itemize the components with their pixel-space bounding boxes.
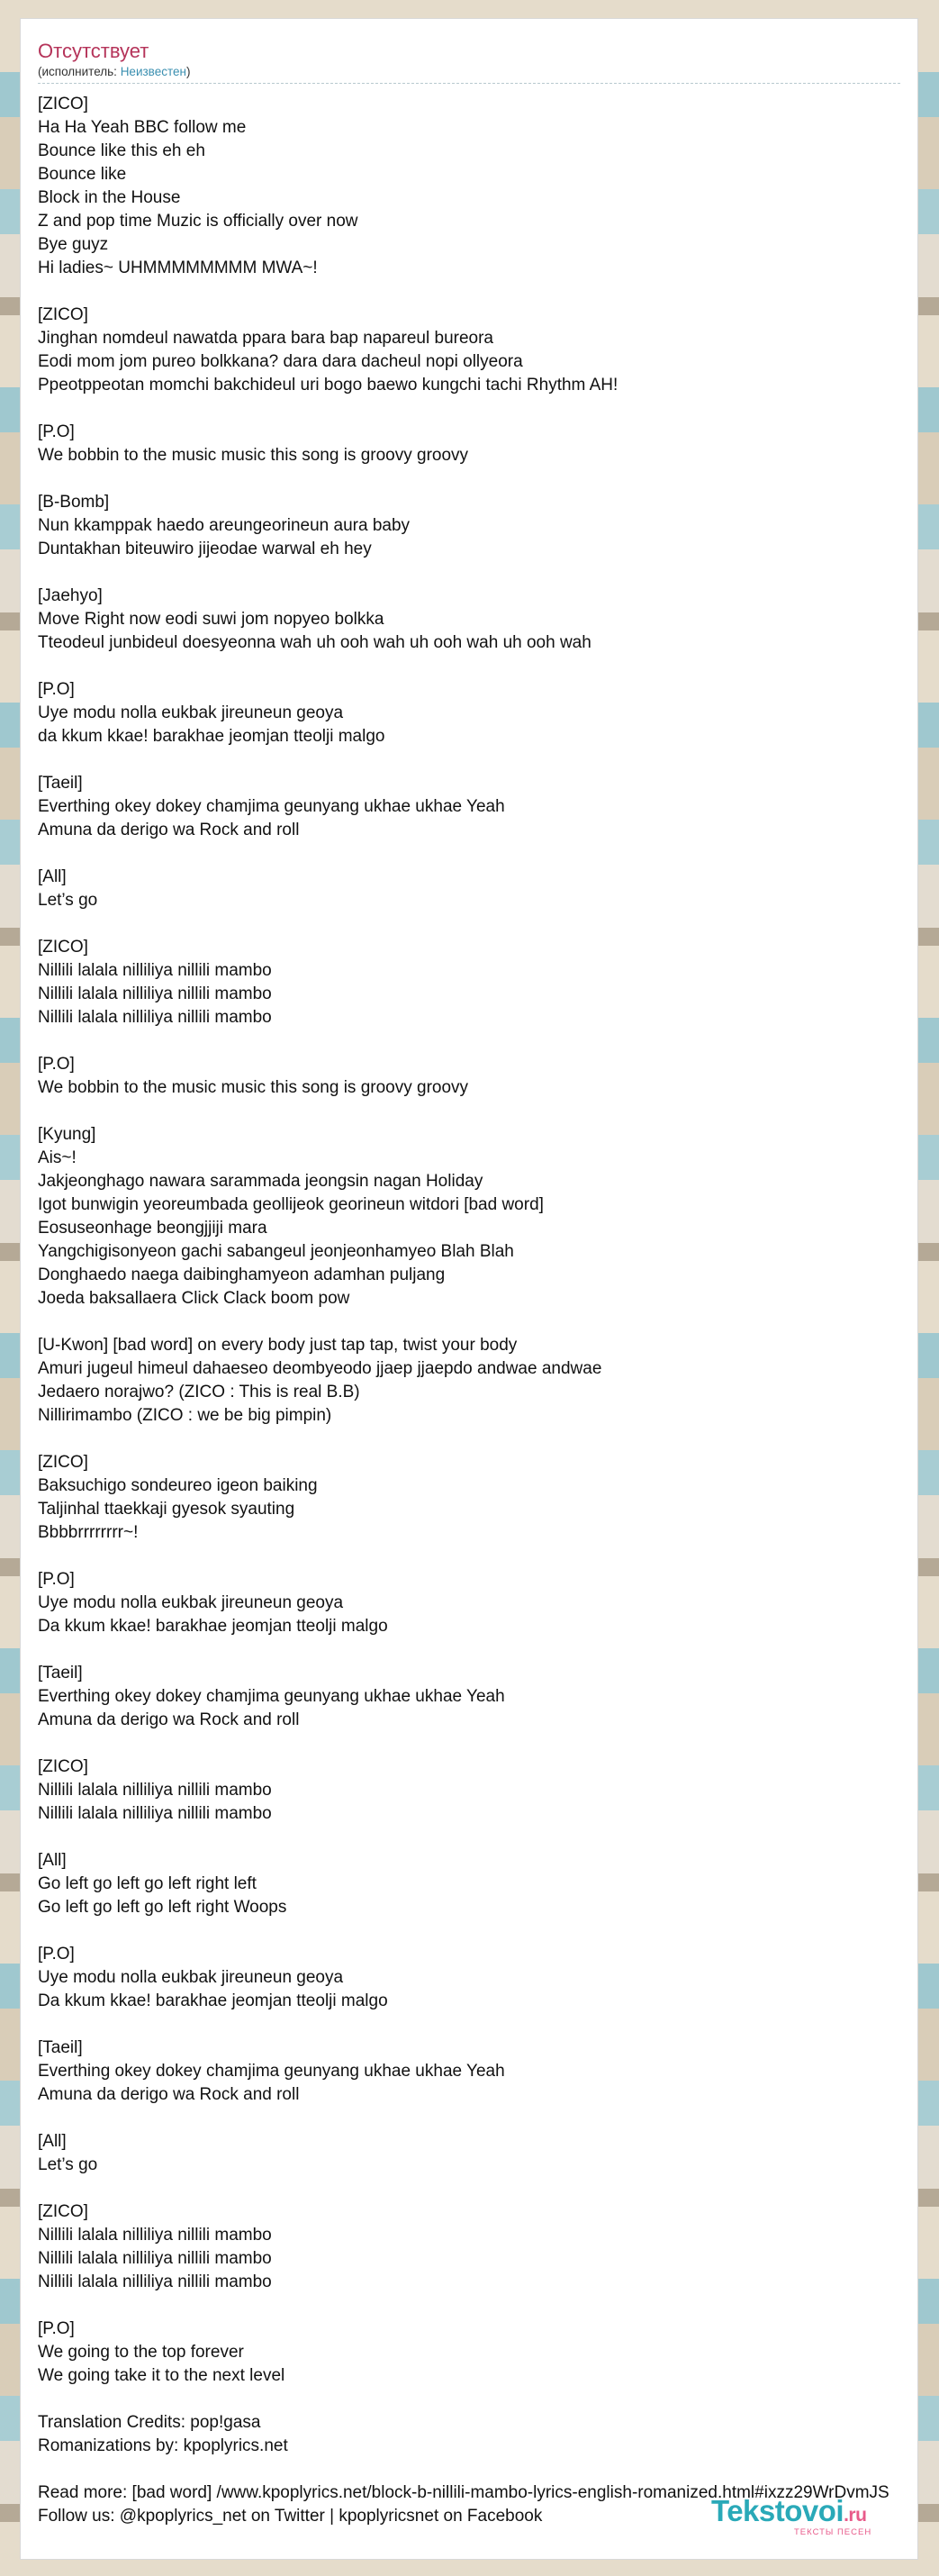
logo-subtitle: ТЕКСТЫ ПЕСЕН bbox=[794, 2527, 872, 2537]
lyric-line: Ppeotppeotan momchi bakchideul uri bogo baewo kungchi tachi Rhythm AH! bbox=[38, 376, 618, 395]
lyric-line: Everthing okey dokey chamjima geunyang ukhae ukhae Yeah bbox=[38, 797, 505, 816]
read-more-link[interactable]: Read more: [bad word] /www.kpoplyrics.net/block-b-nillili-mambo-lyrics-english-romanized.html#ixzz29WrDvmJS bbox=[38, 2483, 889, 2502]
lyric-line: Nillili lalala nilliliya nillili mambo bbox=[38, 1008, 272, 1027]
lyric-line: Igot bunwigin yeoreumbada geollijeok georineun witdori [bad word] bbox=[38, 1195, 544, 1214]
lyric-line: Go left go left go left right left bbox=[38, 1874, 257, 1893]
lyric-line: Taljinhal ttaekkaji gyesok syauting bbox=[38, 1500, 295, 1519]
lyric-line: Let’s go bbox=[38, 2155, 98, 2174]
lyric-line: Move Right now eodi suwi jom nopyeo bolkka bbox=[38, 610, 384, 629]
lyric-line: Hi ladies~ UHMMMMMMMM MWA~! bbox=[38, 259, 318, 277]
lyric-spacer bbox=[38, 397, 907, 421]
lyric-line: Nillili lalala nilliliya nillili mambo bbox=[38, 961, 272, 980]
tekstovoi-logo[interactable] bbox=[711, 2495, 891, 2540]
lyric-line: Z and pop time Muzic is officially over now bbox=[38, 212, 358, 231]
lyric-line: Uye modu nolla eukbak jireuneun geoya bbox=[38, 1593, 344, 1612]
lyrics-page bbox=[20, 18, 918, 2560]
lyric-line: [All] bbox=[38, 1851, 67, 1870]
lyric-spacer bbox=[38, 1311, 907, 1334]
logo-tld: .ru bbox=[844, 2505, 867, 2526]
lyric-line: Nillili lalala nilliliya nillili mambo bbox=[38, 984, 272, 1003]
lyric-line: Amuna da derigo wa Rock and roll bbox=[38, 2085, 300, 2104]
lyric-line: Nillirimambo (ZICO : we be big pimpin) bbox=[38, 1406, 332, 1425]
lyric-line: Uye modu nolla eukbak jireuneun geoya bbox=[38, 703, 344, 722]
lyric-line: We bobbin to the music music this song is groovy groovy bbox=[38, 446, 469, 465]
lyric-spacer bbox=[38, 655, 907, 678]
lyric-line: [ZICO] bbox=[38, 1453, 88, 1472]
lyric-line: [ZICO] bbox=[38, 1757, 88, 1776]
lyric-line: Jakjeonghago nawara sarammada jeongsin nagan Holiday bbox=[38, 1172, 483, 1191]
lyric-line: Tteodeul junbideul doesyeonna wah uh ooh wah uh ooh wah uh ooh wah bbox=[38, 633, 591, 652]
song-header bbox=[38, 39, 900, 84]
lyric-line: da kkum kkae! barakhae jeomjan tteolji malgo bbox=[38, 727, 385, 746]
lyric-line: Bounce like bbox=[38, 165, 127, 184]
lyric-line: [Taeil] bbox=[38, 774, 83, 793]
lyric-line: Bounce like this eh eh bbox=[38, 141, 205, 160]
lyric-line: Amuna da derigo wa Rock and roll bbox=[38, 1710, 300, 1729]
lyric-spacer bbox=[38, 1428, 907, 1451]
lyric-spacer bbox=[38, 2013, 907, 2036]
lyric-line: Duntakhan biteuwiro jijeodae warwal eh hey bbox=[38, 540, 372, 558]
lyric-spacer bbox=[38, 561, 907, 585]
follow-us-line: Follow us: @kpoplyrics_net on Twitter | kpoplyricsnet on Facebook bbox=[38, 2507, 543, 2526]
lyric-line: [B-Bomb] bbox=[38, 493, 110, 512]
artist-suffix: ) bbox=[185, 65, 191, 78]
lyric-line: Everthing okey dokey chamjima geunyang ukhae ukhae Yeah bbox=[38, 2062, 505, 2081]
lyric-spacer bbox=[38, 842, 907, 866]
lyric-line: Nillili lalala nilliliya nillili mambo bbox=[38, 2226, 272, 2245]
lyric-spacer bbox=[38, 2177, 907, 2200]
lyric-line: Joeda baksallaera Click Clack boom pow bbox=[38, 1289, 350, 1308]
lyric-line: [Kyung] bbox=[38, 1125, 96, 1144]
lyric-line: Donghaedo naega daibinghamyeon adamhan puljang bbox=[38, 1265, 446, 1284]
lyric-line: Baksuchigo sondeureo igeon baiking bbox=[38, 1476, 318, 1495]
lyric-spacer bbox=[38, 1545, 907, 1568]
lyric-spacer bbox=[38, 280, 907, 304]
lyric-line: Yangchigisonyeon gachi sabangeul jeonjeonhamyeo Blah Blah bbox=[38, 1242, 514, 1261]
lyric-line: Nillili lalala nilliliya nillili mambo bbox=[38, 2249, 272, 2268]
lyric-line: [ZICO] bbox=[38, 305, 88, 324]
lyric-line: Uye modu nolla eukbak jireuneun geoya bbox=[38, 1968, 344, 1987]
lyric-line: Ais~! bbox=[38, 1148, 77, 1167]
lyric-line: Nillili lalala nilliliya nillili mambo bbox=[38, 2272, 272, 2291]
lyric-spacer bbox=[38, 748, 907, 772]
lyric-line: Nun kkamppak haedo areungeorineun aura baby bbox=[38, 516, 411, 535]
logo-main-text: Tekstovoi bbox=[711, 2494, 844, 2527]
lyric-line: [Taeil] bbox=[38, 1664, 83, 1683]
lyric-line: Ha Ha Yeah BBC follow me bbox=[38, 118, 247, 137]
lyric-line: Amuri jugeul himeul dahaeseo deombyeodo jjaep jjaepdo andwae andwae bbox=[38, 1359, 602, 1378]
lyric-spacer bbox=[38, 1826, 907, 1849]
artist-prefix: (исполнитель: bbox=[38, 65, 121, 78]
lyric-line: [Jaehyo] bbox=[38, 586, 103, 605]
lyric-line: Da kkum kkae! barakhae jeomjan tteolji malgo bbox=[38, 1617, 388, 1636]
lyric-spacer bbox=[38, 1100, 907, 1123]
lyric-spacer bbox=[38, 2388, 907, 2411]
lyric-line: [P.O] bbox=[38, 680, 75, 699]
lyric-line: We going to the top forever bbox=[38, 2343, 244, 2362]
lyric-line: Jinghan nomdeul nawatda ppara bara bap napareul bureora bbox=[38, 329, 493, 348]
artist-link[interactable]: Неизвестен bbox=[120, 65, 186, 78]
lyric-line: [ZICO] bbox=[38, 2202, 88, 2221]
lyric-line: We bobbin to the music music this song is groovy groovy bbox=[38, 1078, 469, 1097]
lyric-line: We going take it to the next level bbox=[38, 2366, 285, 2385]
lyric-spacer bbox=[38, 1919, 907, 1943]
artist-line bbox=[38, 64, 900, 80]
lyric-line: [P.O] bbox=[38, 1055, 75, 1074]
lyric-line: [U-Kwon] [bad word] on every body just tap tap, twist your body bbox=[38, 1336, 518, 1355]
lyric-line: [ZICO] bbox=[38, 938, 88, 957]
lyric-line: Block in the House bbox=[38, 188, 181, 207]
lyric-spacer bbox=[38, 2294, 907, 2317]
lyric-spacer bbox=[38, 467, 907, 491]
lyric-line: [All] bbox=[38, 867, 67, 886]
lyric-line: [ZICO] bbox=[38, 95, 88, 113]
lyric-line: [Taeil] bbox=[38, 2038, 83, 2057]
lyric-line: Everthing okey dokey chamjima geunyang ukhae ukhae Yeah bbox=[38, 1687, 505, 1706]
lyric-line: Bbbbrrrrrrrr~! bbox=[38, 1523, 139, 1542]
lyric-line: Da kkum kkae! barakhae jeomjan tteolji malgo bbox=[38, 1991, 388, 2010]
lyric-line: Let’s go bbox=[38, 891, 98, 910]
lyric-line: [P.O] bbox=[38, 1570, 75, 1589]
lyric-line: Nillili lalala nilliliya nillili mambo bbox=[38, 1804, 272, 1823]
lyrics-body bbox=[38, 93, 907, 2458]
lyric-line: Eodi mom jom pureo bolkkana? dara dara dacheul nopi ollyeora bbox=[38, 352, 523, 371]
song-title: Отсутствует bbox=[38, 40, 149, 62]
lyric-line: Bye guyz bbox=[38, 235, 109, 254]
lyric-spacer bbox=[38, 1029, 907, 1053]
lyric-line: [P.O] bbox=[38, 422, 75, 441]
lyric-line: Translation Credits: pop!gasa bbox=[38, 2413, 261, 2432]
lyric-line: [P.O] bbox=[38, 2319, 75, 2338]
lyric-line: Eosuseonhage beongjjiji mara bbox=[38, 1219, 267, 1238]
lyric-line: Jedaero norajwo? (ZICO : This is real B.B) bbox=[38, 1383, 360, 1401]
lyric-spacer bbox=[38, 1638, 907, 1662]
lyric-spacer bbox=[38, 912, 907, 936]
lyric-spacer bbox=[38, 2107, 907, 2130]
lyric-line: Romanizations by: kpoplyrics.net bbox=[38, 2436, 288, 2455]
lyric-line: [All] bbox=[38, 2132, 67, 2151]
lyric-line: Amuna da derigo wa Rock and roll bbox=[38, 821, 300, 839]
logo-wordmark bbox=[711, 2495, 891, 2532]
lyric-line: [P.O] bbox=[38, 1945, 75, 1964]
lyric-line: Go left go left go left right Woops bbox=[38, 1898, 287, 1917]
lyric-spacer bbox=[38, 1732, 907, 1755]
lyric-line: Nillili lalala nilliliya nillili mambo bbox=[38, 1781, 272, 1800]
